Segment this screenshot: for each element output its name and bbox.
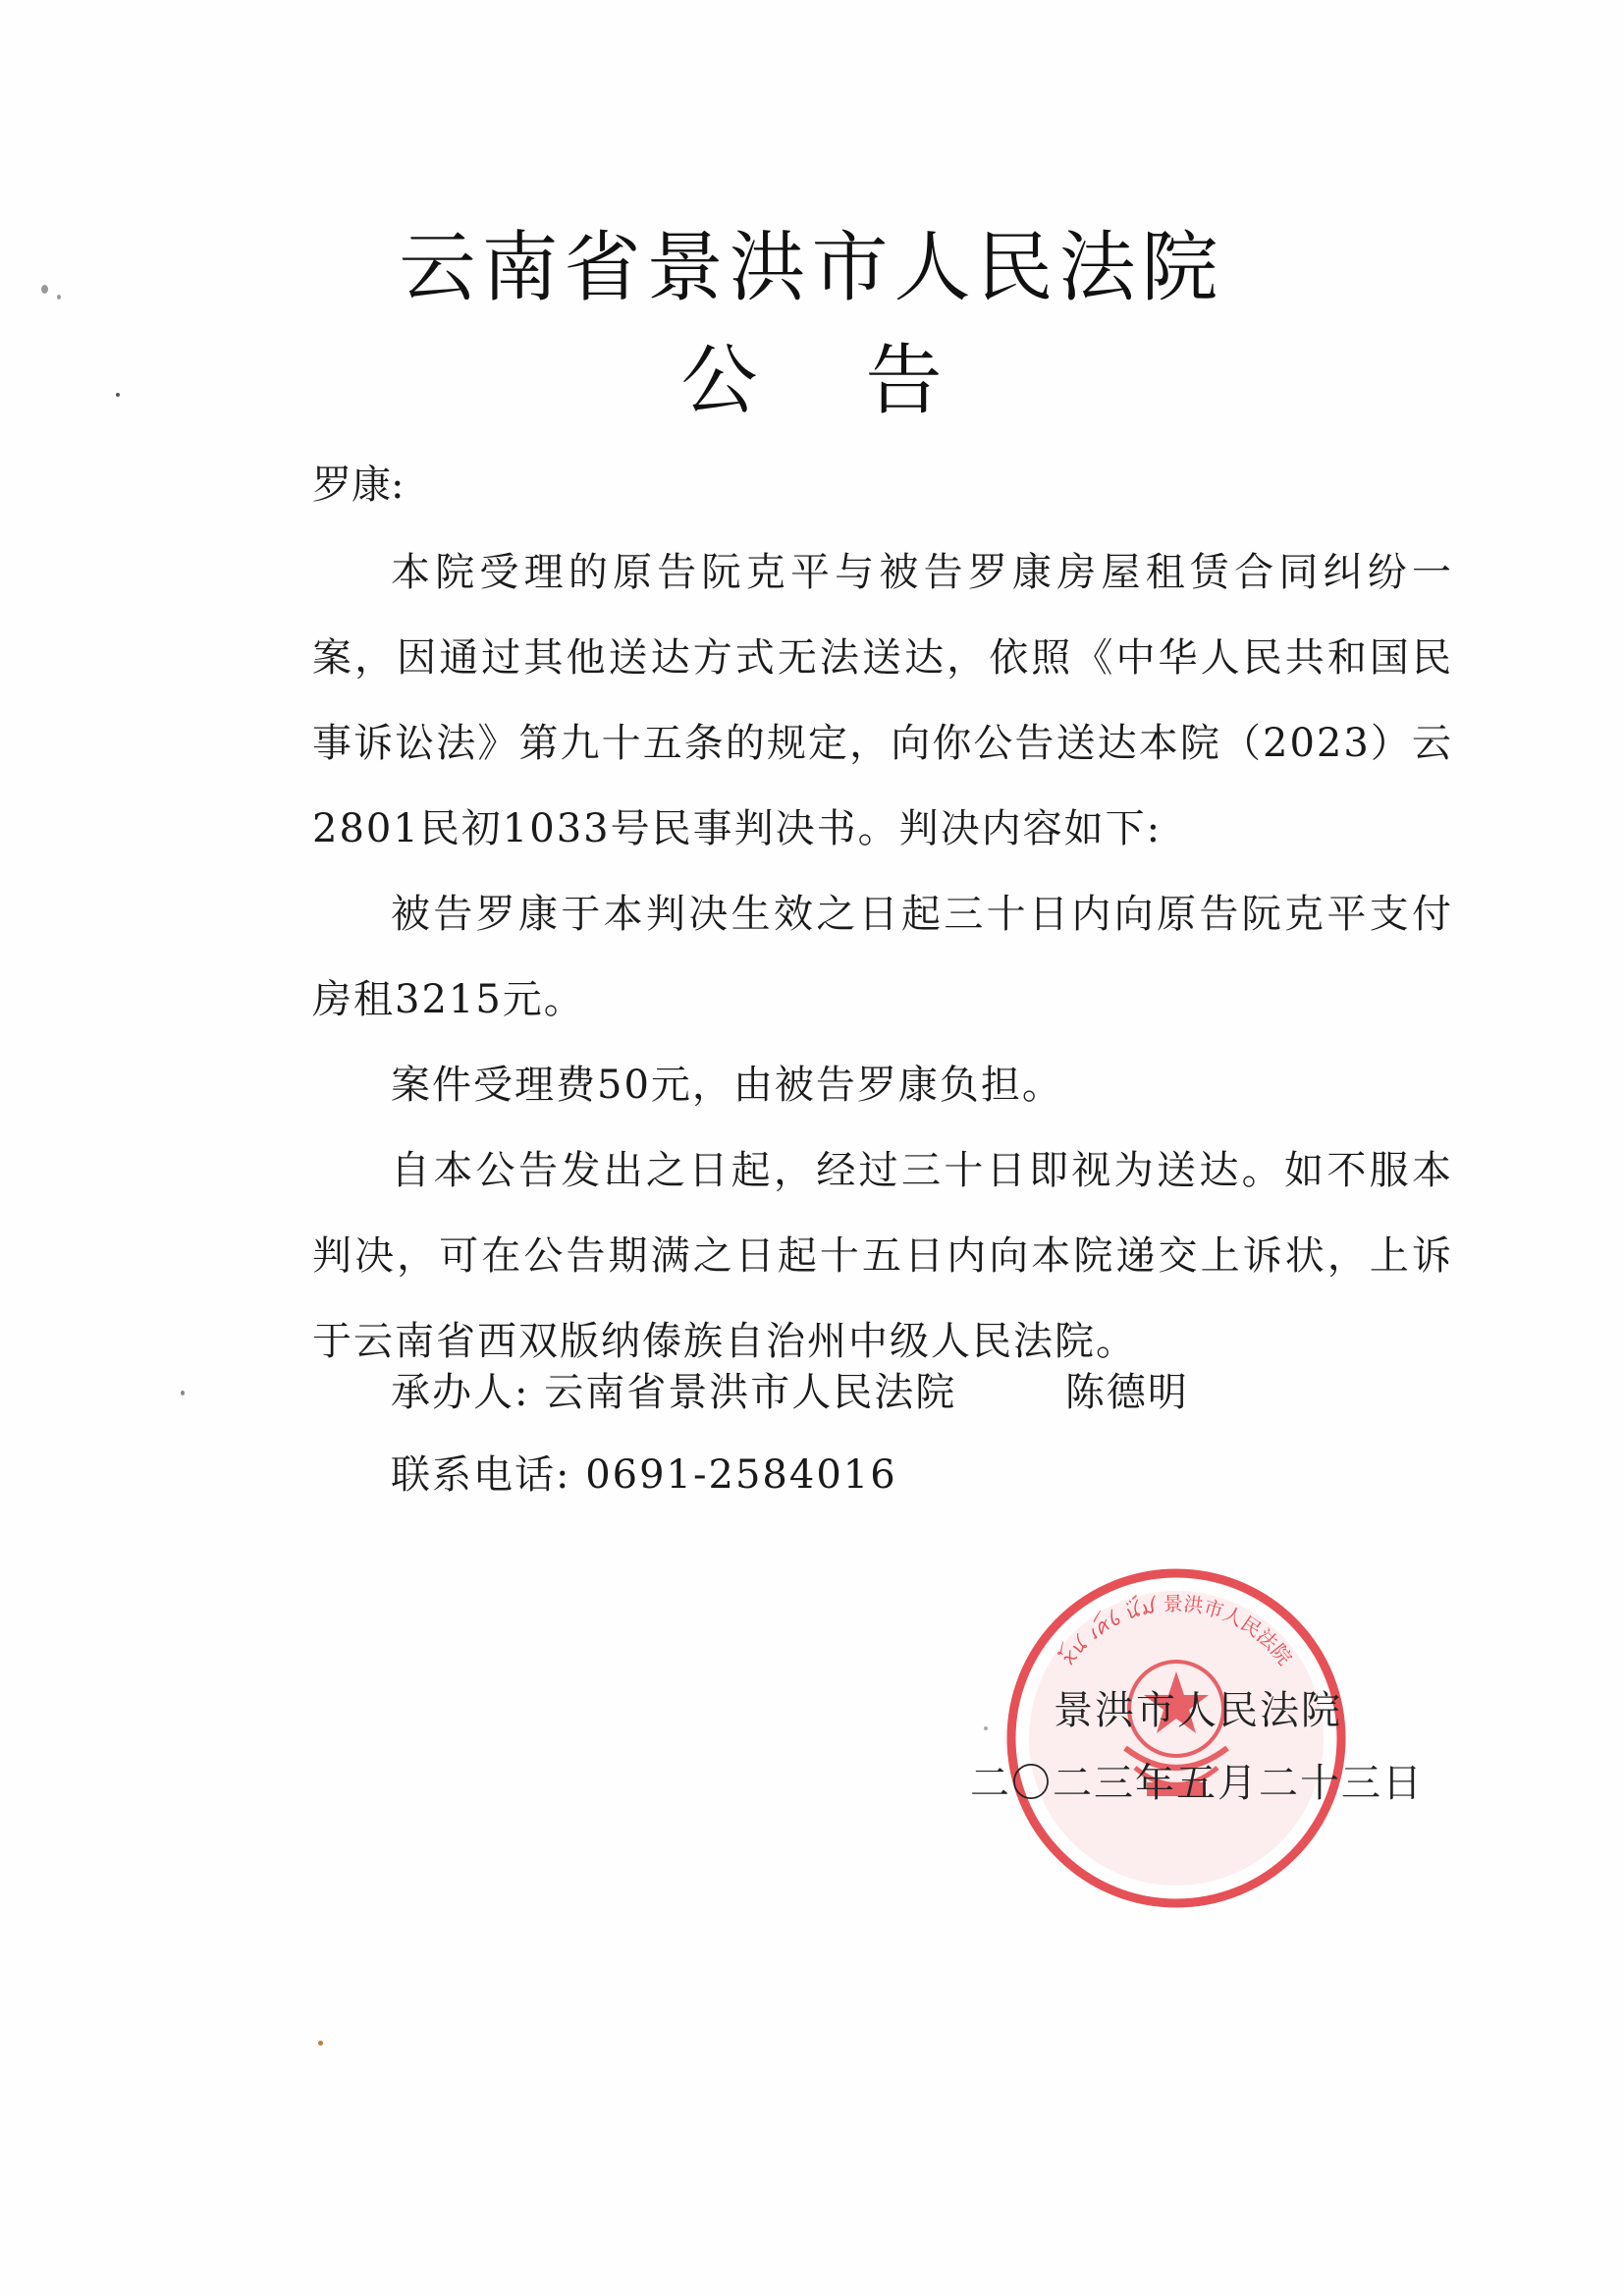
scan-speck: [318, 2041, 323, 2046]
handler-name: 陈德明: [1064, 1370, 1189, 1415]
scan-speck: [57, 295, 61, 300]
notice-title-char-1: 公: [680, 337, 758, 425]
court-seal-stamp: [1000, 1561, 1353, 1915]
paragraph-judgment: 被告罗康于本判决生效之日起三十日内向原告阮克平支付房租3215元。: [312, 892, 1453, 1022]
signature-date: 二〇二三年五月二十三日: [970, 1761, 1424, 1806]
handler-line: [391, 1361, 1189, 1417]
seal-arc-path: ꪎꪳꪙ ꪹꪁꪷꪉ ꪙꪾꪣ 景洪市人民法院: [1055, 1591, 1297, 1670]
paragraph-appeal: 自本公告发出之日起，经过三十日即视为送达。如不服本判决，可在公告期满之日起十五日内向本院递交上诉状，上诉于云南省西双版纳傣族自治州中级人民法院。: [312, 1148, 1453, 1364]
court-name-title: 云南省景洪市人民法院: [399, 224, 1224, 312]
scan-speck: [116, 393, 120, 397]
notice-title: [0, 319, 1623, 429]
paragraph-fee: 案件受理费50元，由被告罗康负担。: [391, 1063, 1063, 1108]
scan-speck: [984, 1726, 988, 1730]
phone-number: 0691-2584016: [585, 1452, 897, 1498]
salutation: 罗康:: [312, 463, 405, 508]
scan-speck: [41, 285, 48, 294]
handler-court: 云南省景洪市人民法院: [544, 1370, 957, 1415]
paragraph-case: 本院受理的原告阮克平与被告罗康房屋租赁合同纠纷一案，因通过其他送达方式无法送达，依照《中华人民共和国民事诉讼法》第九十五条的规定，向你公告送达本院（2023）云2801民初1033号民事判决书。判决内容如下:: [312, 550, 1453, 851]
notice-title-char-2: 告: [865, 337, 943, 425]
notice-body: [312, 530, 1453, 1385]
phone-label: 联系电话:: [391, 1452, 571, 1498]
scan-speck: [181, 1391, 185, 1395]
signature-court: 景洪市人民法院: [1054, 1688, 1342, 1733]
handler-label: 承办人:: [391, 1370, 530, 1415]
phone-line: [391, 1444, 897, 1500]
